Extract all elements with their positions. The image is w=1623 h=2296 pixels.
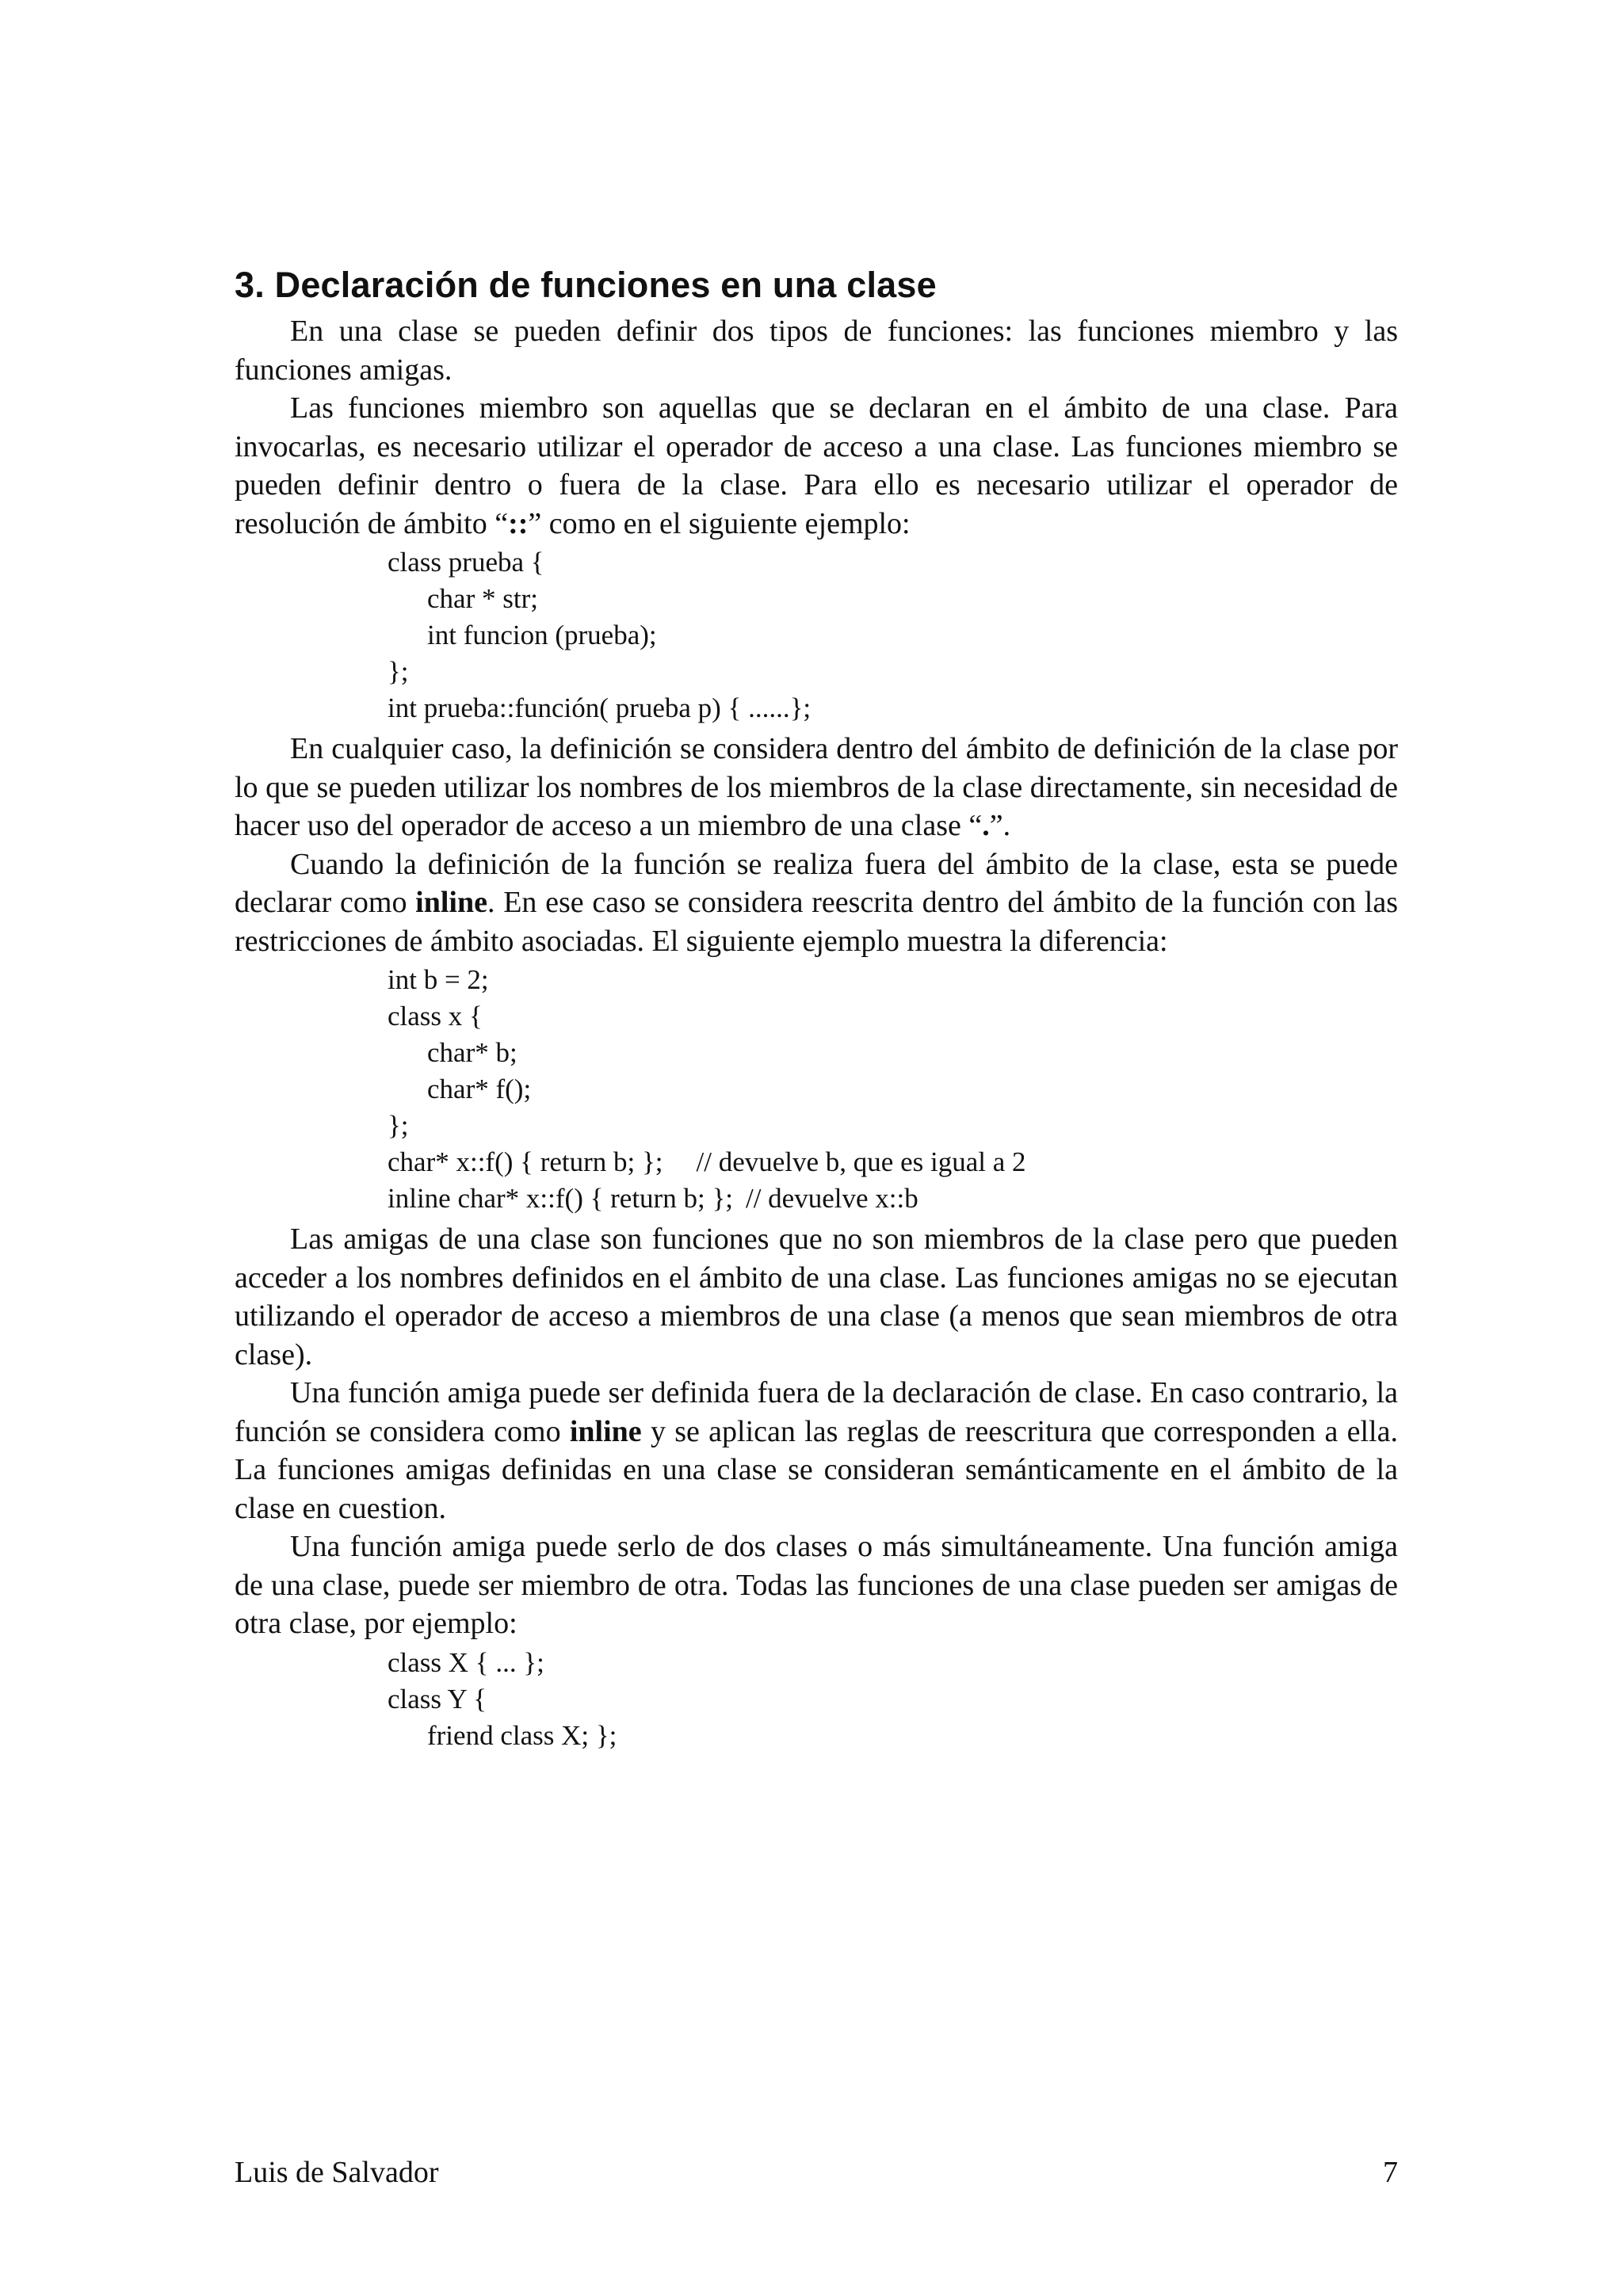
paragraph-text: Una función amiga puede serlo de dos clases o más simultáneamente. Una función amiga de una clase, puede ser miembro de otra. Todas las funciones de una clase pueden ser amigas de otra clase, por ejemplo: [235, 1530, 1398, 1640]
code-line: int b = 2; [388, 964, 489, 995]
code-line-with-comment [388, 1144, 1398, 1180]
paragraph-text: Cuando la definición de la función se realiza fuera del ámbito de la clase, esta se puede declarar como [235, 847, 1398, 919]
code-comment: // devuelve b, que es igual a 2 [696, 1146, 1026, 1177]
paragraph-text: ”. [989, 809, 1011, 842]
footer-author: Luis de Salvador [235, 2156, 439, 2189]
code-example-3 [388, 1645, 1398, 1754]
paragraph-scope-definition [235, 730, 1398, 845]
paragraph-text: y se aplican las reglas de reescritura que corresponden a ella. La funciones amigas definidas en una clase se consideran semánticamente en el ámbito de la clase en cuestion. [235, 1414, 1398, 1525]
inline-keyword: inline [569, 1414, 642, 1448]
paragraph-member-functions [235, 389, 1398, 543]
page-footer [235, 2155, 1398, 2195]
paragraph-text: . En ese caso se considera reescrita dentro del ámbito de la función con las restricciones de ámbito asociadas. El siguiente ejemplo muestra la diferencia: [235, 886, 1398, 958]
code-line: }; [388, 656, 409, 687]
paragraph-text: Las funciones miembro son aquellas que se declaran en el ámbito de una clase. Para invocarlas, es necesario utilizar el operador de acceso a una clase. Las funciones miembro se pueden definir dentro o fuera de la clase. Para ello es necesario utilizar el operador de resolución de ámbito “ [235, 391, 1398, 540]
code-line: char * str; [427, 583, 538, 614]
paragraph-text: Una función amiga puede ser definida fuera de la declaración de clase. En caso contrario, la función se considera como [235, 1376, 1398, 1448]
paragraph-text: ” como en el siguiente ejemplo: [528, 506, 911, 540]
code-line: class Y { [388, 1683, 487, 1714]
paragraph-friend-classes [235, 1527, 1398, 1643]
code-line: }; [388, 1110, 409, 1141]
paragraph-intro-text: En una clase se pueden definir dos tipos de funciones: las funciones miembro y las funciones amigas. [235, 315, 1398, 387]
code-line: class prueba { [388, 547, 544, 578]
paragraph-intro [235, 312, 1398, 389]
paragraph-friends [235, 1220, 1398, 1374]
paragraph-text: Las amigas de una clase son funciones que no son miembros de la clase pero que pueden acceder a los nombres definidos en el ámbito de una clase. Las funciones amigas no se ejecutan utilizando el operador de acceso a miembros de una clase (a menos que sean miembros de otra clase). [235, 1222, 1398, 1371]
code-line: int funcion (prueba); [427, 620, 657, 650]
code-statement: inline char* x::f() { return b; }; [388, 1183, 733, 1214]
code-example-1 [388, 544, 1398, 727]
code-line: friend class X; }; [427, 1719, 617, 1751]
code-line: class X { ... }; [388, 1646, 544, 1678]
scope-operator: :: [508, 506, 529, 540]
access-operator: . [982, 809, 990, 842]
paragraph-friend-definition [235, 1374, 1398, 1527]
code-line-with-comment [388, 1180, 1398, 1217]
page-content [235, 261, 1398, 1757]
code-line: class x { [388, 1001, 483, 1032]
page-number: 7 [1383, 2156, 1398, 2189]
inline-keyword: inline [415, 886, 487, 919]
paragraph-inline [235, 845, 1398, 961]
code-line: char* b; [427, 1037, 517, 1068]
code-comment: // devuelve x::b [745, 1183, 918, 1214]
code-line: int prueba::función( prueba p) { ......}; [388, 692, 812, 723]
section-heading: 3. Declaración de funciones en una clase [235, 265, 937, 305]
paragraph-text: En cualquier caso, la definición se considera dentro del ámbito de definición de la clase por lo que se pueden utilizar los nombres de los miembros de la clase directamente, sin necesidad de hacer uso del operador de acceso a un miembro de una clase “ [235, 732, 1398, 842]
code-line: char* f(); [427, 1074, 532, 1104]
code-example-2 [388, 962, 1398, 1217]
code-statement: char* x::f() { return b; }; [388, 1146, 663, 1177]
